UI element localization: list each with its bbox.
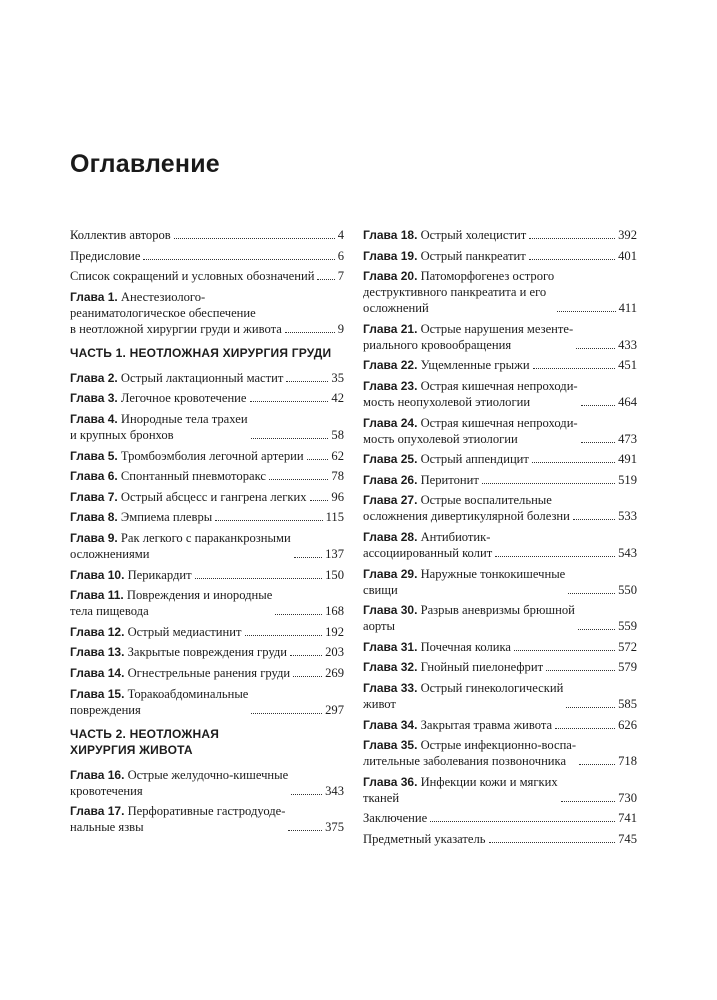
- toc-entry[interactable]: [70, 530, 344, 562]
- entry-title-line: Острый абсцесс и гангрена легких: [120, 489, 307, 504]
- page-number: 62: [331, 448, 344, 463]
- dot-leader: [568, 593, 615, 594]
- page-number: 572: [618, 639, 637, 654]
- entry-title-line: Острые инфекционно-воспа-: [420, 738, 577, 753]
- chapter-label: Глава 3.: [70, 391, 118, 406]
- toc-entry[interactable]: [363, 680, 637, 712]
- entry-title: [70, 289, 282, 337]
- toc-entry[interactable]: [363, 659, 637, 675]
- dot-leader: [275, 614, 322, 615]
- entry-title-line: Перикардит: [127, 567, 192, 582]
- entry-title-line: Острый медиастинит: [127, 624, 242, 639]
- page-number: 96: [331, 489, 344, 504]
- entry-title-line: Инфекции кожи и мягких: [420, 774, 558, 789]
- page-number: 203: [325, 645, 344, 660]
- entry-title: [70, 624, 242, 640]
- entry-title: [70, 448, 304, 464]
- entry-title: [363, 717, 552, 733]
- page-number: 42: [331, 391, 344, 406]
- dot-leader: [269, 479, 328, 480]
- entry-title-line: нальные язвы: [70, 820, 144, 835]
- part-heading-line: ЧАСТЬ 2. НЕОТЛОЖНАЯ: [70, 726, 220, 741]
- dot-leader: [581, 442, 615, 443]
- dot-leader: [290, 655, 322, 656]
- page-number: 433: [618, 337, 637, 352]
- entry-title: [363, 659, 543, 675]
- toc-entry[interactable]: [70, 227, 344, 243]
- toc-entry[interactable]: [363, 378, 637, 410]
- chapter-label: Глава 11.: [70, 588, 124, 603]
- dot-leader: [489, 842, 616, 843]
- page-number: 375: [325, 820, 344, 835]
- entry-title-line: Ущемленные грыжи: [420, 358, 530, 373]
- page-number: 401: [618, 248, 637, 263]
- page-number: 137: [325, 546, 344, 561]
- entry-title: [363, 451, 529, 467]
- entry-title: [70, 665, 290, 681]
- entry-title-line: мость опухолевой этиологии: [363, 431, 518, 446]
- entry-title: [70, 370, 283, 386]
- chapter-label: Глава 21.: [363, 321, 418, 336]
- part-heading: [70, 345, 344, 361]
- dot-leader: [288, 830, 322, 831]
- entry-title-line: Перфоративные гастродуоде-: [127, 804, 286, 819]
- entry-title-line: осложнениями: [70, 546, 150, 561]
- entry-title: [363, 357, 530, 373]
- page-number: 543: [618, 545, 637, 560]
- page-number: 491: [618, 452, 637, 467]
- toc-entry[interactable]: [70, 567, 344, 583]
- toc-entry[interactable]: [70, 767, 344, 799]
- dot-leader: [430, 821, 615, 822]
- entry-title-line: аорты: [363, 619, 395, 634]
- chapter-label: Глава 36.: [363, 774, 418, 789]
- entry-title-line: свищи: [363, 582, 398, 597]
- page-number: 343: [325, 783, 344, 798]
- chapter-label: Глава 6.: [70, 469, 118, 484]
- chapter-label: Глава 17.: [70, 804, 125, 819]
- dot-leader: [291, 794, 322, 795]
- entry-title: [70, 686, 248, 718]
- entry-title: [363, 566, 565, 598]
- toc-entry[interactable]: [363, 415, 637, 447]
- page-number: 451: [618, 358, 637, 373]
- dot-leader: [174, 238, 335, 239]
- toc-entry[interactable]: [70, 268, 344, 284]
- toc-column-right: [363, 227, 637, 851]
- page-number: 58: [331, 427, 344, 442]
- chapter-label: Глава 19.: [363, 248, 418, 263]
- page-number: 35: [331, 370, 344, 385]
- toc-entry[interactable]: [70, 411, 344, 443]
- toc-entry[interactable]: [363, 717, 637, 733]
- entry-title: [70, 489, 307, 505]
- entry-title-line: Закрытая травма живота: [420, 717, 553, 732]
- entry-title: [70, 803, 285, 835]
- chapter-label: Глава 14.: [70, 665, 125, 680]
- entry-title: [363, 378, 578, 410]
- toc-entry[interactable]: [363, 810, 637, 826]
- dot-leader: [195, 578, 323, 579]
- chapter-label: Глава 23.: [363, 378, 418, 393]
- entry-title-line: Почечная колика: [420, 639, 512, 654]
- chapter-label: Глава 5.: [70, 448, 118, 463]
- entry-title-line: кровотечения: [70, 783, 143, 798]
- entry-title: [70, 390, 247, 406]
- entry-title-line: деструктивного панкреатита и его: [363, 285, 547, 300]
- entry-title-line: осложнений: [363, 301, 429, 316]
- entry-title: [363, 602, 575, 634]
- dot-leader: [294, 557, 322, 558]
- chapter-label: Глава 34.: [363, 717, 418, 732]
- page-number: 192: [325, 624, 344, 639]
- entry-title-line: Огнестрельные ранения груди: [127, 665, 291, 680]
- toc-entry[interactable]: [363, 566, 637, 598]
- toc-entry[interactable]: [70, 686, 344, 718]
- entry-title-line: Предметный указатель: [363, 831, 486, 846]
- page-number: 115: [325, 510, 344, 525]
- entry-title: [363, 268, 554, 316]
- toc-entry[interactable]: [363, 774, 637, 806]
- chapter-label: Глава 13.: [70, 645, 125, 660]
- dot-leader: [576, 348, 615, 349]
- toc-entry[interactable]: [70, 624, 344, 640]
- entry-title-line: Острый холецистит: [420, 228, 527, 242]
- entry-title-line: мость неопухолевой этиологии: [363, 394, 531, 409]
- entry-title-line: Острая кишечная непроходи-: [420, 415, 578, 430]
- page-number: 269: [325, 665, 344, 680]
- toc-entry[interactable]: [70, 448, 344, 464]
- chapter-label: Глава 26.: [363, 472, 418, 487]
- toc-entry[interactable]: [70, 289, 344, 337]
- dot-leader: [293, 676, 322, 677]
- entry-title-line: Легочное кровотечение: [120, 391, 247, 406]
- dot-leader: [529, 259, 615, 260]
- entry-title-line: живот: [363, 696, 396, 711]
- toc-entry[interactable]: [70, 509, 344, 525]
- page-number: 579: [618, 660, 637, 675]
- page-number: 6: [337, 248, 344, 263]
- entry-title-line: Список сокращений и условных обозначений: [70, 269, 315, 284]
- chapter-label: Глава 22.: [363, 358, 418, 373]
- entry-title: [70, 530, 291, 562]
- entry-title: [70, 587, 272, 619]
- dot-leader: [285, 332, 335, 333]
- page-number: 550: [618, 582, 637, 597]
- dot-leader: [495, 556, 615, 557]
- entry-title-line: Острый лактационный мастит: [120, 370, 284, 385]
- dot-leader: [573, 519, 615, 520]
- entry-title-line: риального кровообращения: [363, 337, 512, 352]
- entry-title: [363, 639, 511, 655]
- chapter-label: Глава 33.: [363, 680, 418, 695]
- dot-leader: [286, 381, 328, 382]
- chapter-label: Глава 29.: [363, 566, 418, 581]
- dot-leader: [317, 279, 334, 280]
- chapter-label: Глава 2.: [70, 370, 118, 385]
- chapter-label: Глава 20.: [363, 269, 418, 284]
- toc-entry[interactable]: [363, 737, 637, 769]
- entry-title: [70, 227, 171, 243]
- chapter-label: Глава 10.: [70, 567, 125, 582]
- dot-leader: [555, 728, 615, 729]
- dot-leader: [561, 801, 615, 802]
- dot-leader: [566, 707, 615, 708]
- chapter-label: Глава 31.: [363, 639, 418, 654]
- entry-title: [363, 774, 558, 806]
- toc-entry[interactable]: [363, 472, 637, 488]
- entry-title-line: Острый аппендицит: [420, 452, 529, 467]
- page-number: 7: [337, 269, 344, 284]
- entry-title: [363, 831, 486, 847]
- entry-title: [70, 767, 288, 799]
- page-number: 411: [618, 301, 637, 316]
- chapter-label: Глава 15.: [70, 686, 125, 701]
- entry-title-line: Антибиотик-: [420, 529, 491, 544]
- chapter-label: Глава 4.: [70, 411, 118, 426]
- entry-title: [363, 248, 526, 264]
- entry-title-line: тканей: [363, 790, 400, 805]
- chapter-label: Глава 24.: [363, 415, 418, 430]
- chapter-label: Глава 18.: [363, 228, 418, 242]
- chapter-label: Глава 1.: [70, 289, 118, 304]
- part-heading-line: ЧАСТЬ 1. НЕОТЛОЖНАЯ ХИРУРГИЯ ГРУДИ: [70, 345, 332, 360]
- chapter-label: Глава 9.: [70, 530, 118, 545]
- entry-title-line: Острые нарушения мезенте-: [420, 321, 574, 336]
- toc-entry[interactable]: [363, 227, 637, 243]
- entry-title-line: Патоморфогенез острого: [420, 269, 555, 284]
- entry-title: [70, 468, 266, 484]
- toc-entry[interactable]: [363, 831, 637, 847]
- entry-title: [70, 567, 192, 583]
- page-number: 392: [618, 228, 637, 242]
- page-number: 9: [337, 321, 344, 336]
- dot-leader: [529, 238, 615, 239]
- entry-title-line: реаниматологическое обеспечение: [70, 305, 256, 320]
- page-title: Оглавление: [70, 150, 220, 178]
- toc-column-left: [70, 227, 344, 840]
- entry-title-line: Инородные тела трахеи: [120, 411, 248, 426]
- page-number: 4: [337, 228, 344, 242]
- entry-title: [363, 321, 573, 353]
- toc-entry[interactable]: [70, 489, 344, 505]
- entry-title-line: Торакоабдоминальные: [127, 686, 249, 701]
- page-number: 741: [618, 811, 637, 826]
- entry-title-line: ассоциированный колит: [363, 545, 493, 560]
- entry-title: [363, 529, 492, 561]
- entry-title-line: Рак легкого с параканкрозными: [120, 530, 291, 545]
- entry-title: [363, 415, 578, 447]
- entry-title: [363, 227, 526, 243]
- entry-title: [363, 737, 576, 769]
- dot-leader: [215, 520, 322, 521]
- page-number: 297: [325, 702, 344, 717]
- dot-leader: [250, 401, 329, 402]
- page-number: 730: [618, 790, 637, 805]
- entry-title-line: Разрыв аневризмы брюшной: [420, 603, 575, 618]
- entry-title: [70, 509, 212, 525]
- dot-leader: [143, 259, 334, 260]
- toc-entry[interactable]: [70, 248, 344, 264]
- toc-entry[interactable]: [363, 639, 637, 655]
- chapter-label: Глава 16.: [70, 767, 125, 782]
- dot-leader: [245, 635, 323, 636]
- toc-entry[interactable]: [363, 268, 637, 316]
- entry-title-line: Острая кишечная непроходи-: [420, 378, 578, 393]
- dot-leader: [251, 438, 329, 439]
- entry-title-line: Острые воспалительные: [420, 493, 552, 508]
- toc-entry[interactable]: [70, 665, 344, 681]
- toc-entry[interactable]: [70, 644, 344, 660]
- entry-title-line: и крупных бронхов: [70, 427, 174, 442]
- dot-leader: [581, 405, 615, 406]
- entry-title-line: Анестезиолого-: [120, 289, 206, 304]
- toc-entry[interactable]: [363, 357, 637, 373]
- toc-entry[interactable]: [363, 492, 637, 524]
- toc-entry[interactable]: [363, 602, 637, 634]
- entry-title-line: Коллектив авторов: [70, 228, 171, 242]
- chapter-label: Глава 27.: [363, 493, 418, 508]
- page-number: 718: [618, 754, 637, 769]
- dot-leader: [533, 368, 616, 369]
- entry-title: [363, 472, 479, 488]
- chapter-label: Глава 30.: [363, 603, 418, 618]
- entry-title-line: тела пищевода: [70, 604, 149, 619]
- entry-title-line: Спонтанный пневмоторакс: [120, 469, 266, 484]
- dot-leader: [251, 713, 322, 714]
- page-number: 745: [618, 831, 637, 846]
- page-number: 473: [618, 431, 637, 446]
- page-number: 519: [618, 472, 637, 487]
- entry-title-line: повреждения: [70, 702, 141, 717]
- entry-title-line: Наружные тонкокишечные: [420, 566, 566, 581]
- entry-title: [363, 810, 427, 826]
- entry-title-line: Перитонит: [420, 472, 479, 487]
- chapter-label: Глава 25.: [363, 452, 418, 467]
- page-number: 150: [325, 567, 344, 582]
- entry-title-line: Заключение: [363, 811, 428, 826]
- entry-title-line: Эмпиема плевры: [120, 510, 213, 525]
- dot-leader: [532, 462, 615, 463]
- entry-title: [363, 492, 570, 524]
- entry-title-line: Предисловие: [70, 248, 141, 263]
- entry-title: [70, 644, 287, 660]
- chapter-label: Глава 32.: [363, 660, 418, 675]
- entry-title: [70, 268, 314, 284]
- toc-entry[interactable]: [363, 529, 637, 561]
- entry-title-line: лительные заболевания позвоночника: [363, 754, 567, 769]
- entry-title-line: Гнойный пиелонефрит: [420, 660, 544, 675]
- dot-leader: [546, 670, 615, 671]
- page-number: 585: [618, 696, 637, 711]
- dot-leader: [557, 311, 615, 312]
- entry-title: [70, 411, 248, 443]
- entry-title-line: Острый панкреатит: [420, 248, 526, 263]
- toc-entry[interactable]: [70, 370, 344, 386]
- page-number: 168: [325, 604, 344, 619]
- dot-leader: [307, 459, 329, 460]
- toc-entry[interactable]: [70, 390, 344, 406]
- page-number: 464: [618, 394, 637, 409]
- toc-entry[interactable]: [70, 468, 344, 484]
- dot-leader: [310, 500, 329, 501]
- entry-title-line: в неотложной хирургии груди и живота: [70, 321, 282, 336]
- chapter-label: Глава 28.: [363, 529, 418, 544]
- toc-entry[interactable]: [363, 321, 637, 353]
- entry-title-line: Острые желудочно-кишечные: [127, 767, 289, 782]
- chapter-label: Глава 35.: [363, 738, 418, 753]
- dot-leader: [514, 650, 615, 651]
- entry-title-line: Острый гинекологический: [420, 680, 564, 695]
- toc-entry[interactable]: [363, 451, 637, 467]
- page-number: 533: [618, 509, 637, 524]
- chapter-label: Глава 8.: [70, 510, 118, 525]
- page-number: 626: [618, 717, 637, 732]
- entry-title-line: Закрытые повреждения груди: [127, 645, 287, 660]
- dot-leader: [579, 764, 615, 765]
- entry-title-line: осложнения дивертикулярной болезни: [363, 509, 570, 524]
- dot-leader: [482, 483, 615, 484]
- entry-title-line: Тромбоэмболия легочной артерии: [120, 448, 304, 463]
- toc-entry[interactable]: [70, 587, 344, 619]
- part-heading: [70, 726, 344, 758]
- toc-entry[interactable]: [70, 803, 344, 835]
- chapter-label: Глава 12.: [70, 624, 125, 639]
- entry-title: [363, 680, 563, 712]
- part-heading-line: ХИРУРГИЯ ЖИВОТА: [70, 742, 193, 757]
- entry-title: [70, 248, 140, 264]
- dot-leader: [578, 629, 615, 630]
- chapter-label: Глава 7.: [70, 489, 118, 504]
- entry-title-line: Повреждения и инородные: [126, 588, 273, 603]
- page-number: 559: [618, 619, 637, 634]
- toc-entry[interactable]: [363, 248, 637, 264]
- page-number: 78: [331, 469, 344, 484]
